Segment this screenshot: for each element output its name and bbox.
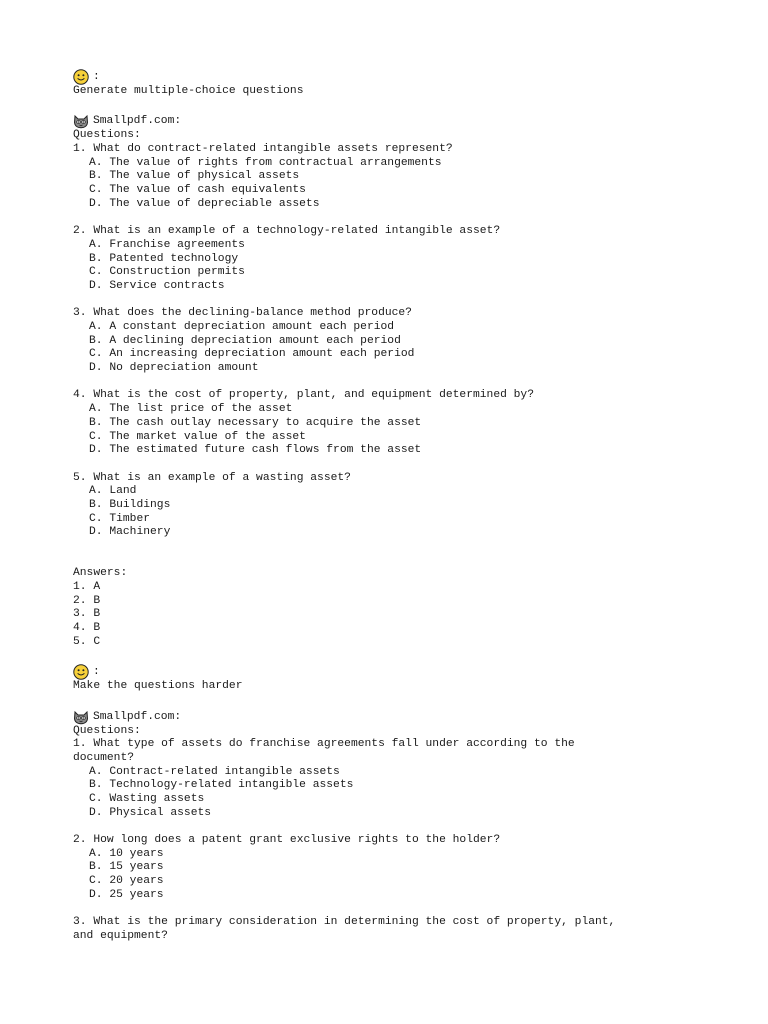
- question-block: [73, 916, 713, 943]
- answer-option: A. The list price of the asset: [89, 403, 293, 416]
- answer-option: A. Contract-related intangible assets: [89, 765, 340, 778]
- speaker-label: :: [93, 71, 100, 83]
- chat-transcript: [73, 68, 713, 944]
- answer-option: D. Physical assets: [89, 806, 212, 819]
- cat-icon: [73, 709, 89, 725]
- question-text: 3. What does the declining-balance method produce?: [73, 307, 412, 320]
- answer-option: C. 20 years: [89, 875, 164, 888]
- question-block: [73, 307, 713, 375]
- assistant-speaker: [73, 709, 713, 725]
- answer-option: A. 10 years: [89, 847, 164, 860]
- answer-key-item: 5. C: [73, 635, 101, 648]
- answers-heading: Answers:: [73, 567, 128, 580]
- answer-option: B. Patented technology: [89, 252, 239, 265]
- answer-option: C. The market value of the asset: [89, 430, 306, 443]
- question-block: [73, 143, 713, 211]
- user-speaker: [73, 664, 713, 680]
- speaker-label: Smallpdf.com:: [93, 710, 182, 723]
- answer-option: C. Construction permits: [89, 266, 245, 279]
- answer-option: C. An increasing depreciation amount each period: [89, 348, 415, 361]
- questions-heading: Questions:: [73, 129, 141, 142]
- answer-option: D. Machinery: [89, 526, 171, 539]
- answer-option: C. Wasting assets: [89, 793, 205, 806]
- smiley-icon: [73, 664, 89, 680]
- answer-option: D. 25 years: [89, 888, 164, 901]
- speaker-label: Smallpdf.com:: [93, 115, 182, 128]
- answer-option: D. The estimated future cash flows from the asset: [89, 444, 422, 457]
- answer-key-item: 4. B: [73, 622, 101, 635]
- answer-option: C. The value of cash equivalents: [89, 184, 306, 197]
- answer-option: D. No depreciation amount: [89, 362, 259, 375]
- smiley-icon: [73, 69, 89, 85]
- cat-icon: [73, 113, 89, 129]
- answer-key-item: 2. B: [73, 594, 101, 607]
- question-text: 1. What do contract-related intangible assets represent?: [73, 143, 453, 156]
- answer-option: B. 15 years: [89, 861, 164, 874]
- question-block: [73, 834, 713, 902]
- question-text: 4. What is the cost of property, plant, and equipment determined by?: [73, 389, 534, 402]
- question-text: 1. What type of assets do franchise agreements fall under according to the document?: [73, 738, 575, 764]
- answer-key-item: 1. A: [73, 581, 101, 594]
- answer-option: B. Buildings: [89, 498, 171, 511]
- question-block: [73, 389, 713, 457]
- answer-option: A. A constant depreciation amount each period: [89, 321, 395, 333]
- answer-option: A. The value of rights from contractual arrangements: [89, 156, 442, 169]
- answer-option: C. Timber: [89, 512, 151, 525]
- answer-option: B. Technology-related intangible assets: [89, 779, 354, 792]
- answers-block: [73, 567, 713, 649]
- question-block: [73, 472, 713, 540]
- answer-option: A. Franchise agreements: [89, 238, 245, 251]
- question-text: 2. How long does a patent grant exclusive rights to the holder?: [73, 834, 501, 847]
- answer-option: D. The value of depreciable assets: [89, 197, 320, 210]
- question-text: 2. What is an example of a technology-related intangible asset?: [73, 225, 501, 238]
- answer-option: D. Service contracts: [89, 279, 225, 292]
- user-message: Make the questions harder: [73, 680, 243, 693]
- question-block: [73, 738, 713, 820]
- answer-option: B. The cash outlay necessary to acquire the asset: [89, 416, 422, 429]
- answer-option: A. Land: [89, 485, 137, 498]
- assistant-speaker: [73, 113, 713, 129]
- question-text: 3. What is the primary consideration in determining the cost of property, plant, and equipment?: [73, 916, 616, 942]
- user-speaker: [73, 69, 713, 85]
- questions-heading: Questions:: [73, 724, 141, 737]
- question-text: 5. What is an example of a wasting asset?: [73, 471, 351, 484]
- user-message: Generate multiple-choice questions: [73, 85, 304, 97]
- speaker-label: :: [93, 666, 100, 679]
- answer-key-item: 3. B: [73, 608, 101, 621]
- answer-option: B. The value of physical assets: [89, 170, 300, 183]
- question-block: [73, 225, 713, 293]
- answer-option: B. A declining depreciation amount each period: [89, 334, 401, 347]
